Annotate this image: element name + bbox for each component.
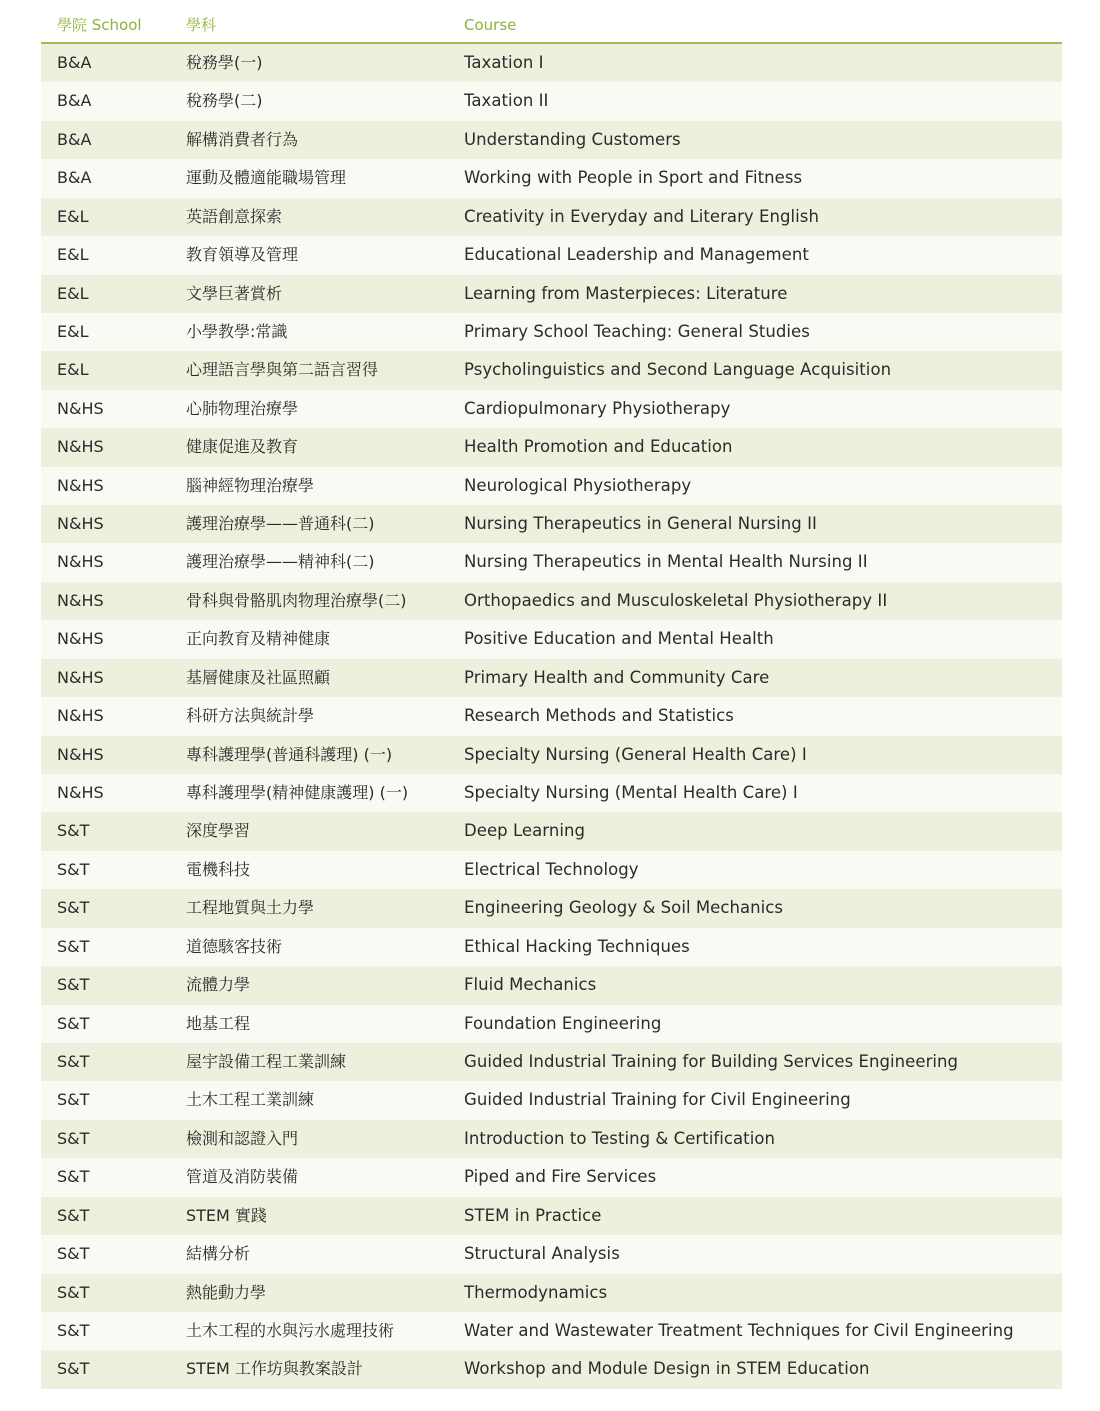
table-row [41,736,1062,774]
table-row [41,1312,1062,1350]
cell-subject: 管道及消防裝備 [186,1167,299,1187]
cell-course: Deep Learning [464,821,586,841]
cell-subject: 稅務學(二) [186,91,263,111]
cell-course: Working with People in Sport and Fitness [464,168,803,188]
cell-school: S&T [57,1244,90,1264]
cell-subject: 健康促進及教育 [186,437,299,457]
table-row [41,659,1062,697]
cell-course: Cardiopulmonary Physiotherapy [464,398,731,418]
table-row [41,275,1062,313]
cell-subject: 地基工程 [186,1013,251,1033]
cell-school: S&T [57,936,90,956]
cell-school: B&A [57,91,92,111]
header-school: 學院 School [57,16,142,34]
cell-subject: 專科護理學(普通科護理) (一) [186,744,393,764]
table-row [41,851,1062,889]
cell-course: Health Promotion and Education [464,437,733,457]
cell-subject: 稅務學(一) [186,53,263,72]
cell-school: S&T [57,1282,90,1302]
cell-school: N&HS [57,552,104,572]
cell-subject: 科研方法與統計學 [186,706,315,726]
cell-course: Electrical Technology [464,859,639,879]
cell-subject: 深度學習 [186,821,251,841]
cell-subject: 心理語言學與第二語言習得 [186,360,379,380]
cell-subject: 運動及體適能職場管理 [186,168,347,188]
cell-course: Specialty Nursing (Mental Health Care) I [464,783,798,803]
header-subject: 學科 [186,16,217,34]
table-row [41,966,1062,1004]
cell-subject: 小學教學:常識 [186,321,288,341]
cell-course: Structural Analysis [464,1244,620,1264]
cell-subject: 流體力學 [186,975,251,995]
cell-school: S&T [57,1128,90,1148]
cell-course: Nursing Therapeutics in General Nursing II [464,514,817,534]
cell-course: Nursing Therapeutics in Mental Health Nursing II [464,552,868,572]
cell-subject: 文學巨著賞析 [186,283,283,303]
cell-subject: 正向教育及精神健康 [186,629,331,649]
cell-subject: 骨科與骨骼肌肉物理治療學(二) [186,590,407,610]
cell-school: N&HS [57,629,104,649]
table-row [41,889,1062,927]
table-row [41,505,1062,543]
cell-school: N&HS [57,475,104,495]
cell-school: N&HS [57,744,104,764]
cell-course: Piped and Fire Services [464,1167,657,1187]
table-row [41,1350,1062,1388]
cell-school: S&T [57,1359,90,1379]
cell-school: E&L [57,245,89,265]
cell-course: Workshop and Module Design in STEM Education [464,1359,870,1379]
cell-subject: 基層健康及社區照顧 [186,667,331,687]
cell-school: E&L [57,360,89,380]
table-row [41,812,1062,850]
cell-subject: 檢測和認證入門 [186,1128,299,1148]
cell-course: Ethical Hacking Techniques [464,936,690,956]
cell-subject: STEM 工作坊與教案設計 [186,1359,363,1379]
table-row [41,620,1062,658]
cell-course: STEM in Practice [464,1205,602,1225]
cell-course: Guided Industrial Training for Building Services Engineering [464,1051,959,1071]
table-row [41,198,1062,236]
cell-subject: 解構消費者行為 [186,129,299,149]
cell-course: Specialty Nursing (General Health Care) I [464,744,807,764]
cell-school: B&A [57,53,92,72]
table-row [41,543,1062,581]
cell-subject: STEM 實踐 [186,1205,267,1225]
table-row [41,428,1062,466]
table-row [41,774,1062,812]
cell-subject: 結構分析 [186,1244,251,1264]
table-body [41,44,1062,1389]
table-row [41,1043,1062,1081]
cell-course: Neurological Physiotherapy [464,475,692,495]
cell-school: S&T [57,1013,90,1033]
cell-subject: 土木工程工業訓練 [186,1090,315,1110]
cell-subject: 教育領導及管理 [186,245,299,265]
cell-school: S&T [57,898,90,918]
cell-subject: 熱能動力學 [186,1282,267,1302]
cell-course: Orthopaedics and Musculoskeletal Physiotherapy II [464,590,888,610]
cell-course: Water and Wastewater Treatment Techniques for Civil Engineering [464,1320,1014,1340]
table-header [41,0,1062,44]
cell-school: S&T [57,975,90,995]
cell-course: Engineering Geology & Soil Mechanics [464,898,784,918]
table-row [41,697,1062,735]
cell-course: Foundation Engineering [464,1013,662,1033]
cell-course: Understanding Customers [464,129,681,149]
cell-course: Primary Health and Community Care [464,667,770,687]
cell-subject: 英語創意探索 [186,206,283,226]
cell-course: Taxation II [464,91,549,111]
cell-school: E&L [57,206,89,226]
cell-subject: 護理治療學——精神科(二) [186,552,375,572]
table-row [41,1197,1062,1235]
cell-school: N&HS [57,706,104,726]
cell-subject: 腦神經物理治療學 [186,475,315,495]
cell-school: S&T [57,1320,90,1340]
cell-school: N&HS [57,590,104,610]
cell-subject: 土木工程的水與污水處理技術 [186,1320,395,1340]
cell-course: Primary School Teaching: General Studies [464,321,810,341]
header-course: Course [464,16,517,34]
cell-course: Psycholinguistics and Second Language Acquisition [464,360,892,380]
table-row [41,159,1062,197]
cell-school: S&T [57,1205,90,1225]
cell-school: N&HS [57,667,104,687]
cell-course: Research Methods and Statistics [464,706,734,726]
table-row [41,1235,1062,1273]
cell-course: Educational Leadership and Management [464,245,809,265]
table-row [41,467,1062,505]
cell-subject: 專科護理學(精神健康護理) (一) [186,783,409,803]
table-row [41,1158,1062,1196]
table-row [41,1081,1062,1119]
table-row [41,390,1062,428]
cell-school: E&L [57,283,89,303]
table-row [41,121,1062,159]
cell-school: S&T [57,1090,90,1110]
cell-school: S&T [57,821,90,841]
cell-school: B&A [57,129,92,149]
cell-school: S&T [57,859,90,879]
table-row [41,928,1062,966]
table-row [41,236,1062,274]
cell-course: Introduction to Testing & Certification [464,1128,775,1148]
table-row [41,44,1062,82]
cell-school: E&L [57,321,89,341]
cell-course: Positive Education and Mental Health [464,629,774,649]
cell-course: Creativity in Everyday and Literary English [464,206,819,226]
cell-school: N&HS [57,437,104,457]
table-row [41,1005,1062,1043]
table-row [41,1274,1062,1312]
cell-subject: 屋宇設備工程工業訓練 [186,1051,347,1071]
cell-school: N&HS [57,398,104,418]
cell-course: Learning from Masterpieces: Literature [464,283,788,303]
cell-subject: 電機科技 [186,859,251,879]
cell-subject: 工程地質與土力學 [186,898,315,918]
cell-school: S&T [57,1167,90,1187]
cell-course: Taxation I [464,53,544,72]
cell-school: N&HS [57,783,104,803]
cell-course: Fluid Mechanics [464,975,597,995]
cell-school: S&T [57,1051,90,1071]
table-row [41,351,1062,389]
cell-course: Guided Industrial Training for Civil Engineering [464,1090,851,1110]
cell-course: Thermodynamics [464,1282,608,1302]
cell-subject: 心肺物理治療學 [186,398,299,418]
cell-school: B&A [57,168,92,188]
table-row [41,313,1062,351]
cell-subject: 護理治療學——普通科(二) [186,514,375,534]
cell-subject: 道德駭客技術 [186,936,283,956]
table-row [41,82,1062,120]
course-table [41,0,1062,1389]
cell-school: N&HS [57,514,104,534]
table-row [41,582,1062,620]
table-row [41,1120,1062,1158]
